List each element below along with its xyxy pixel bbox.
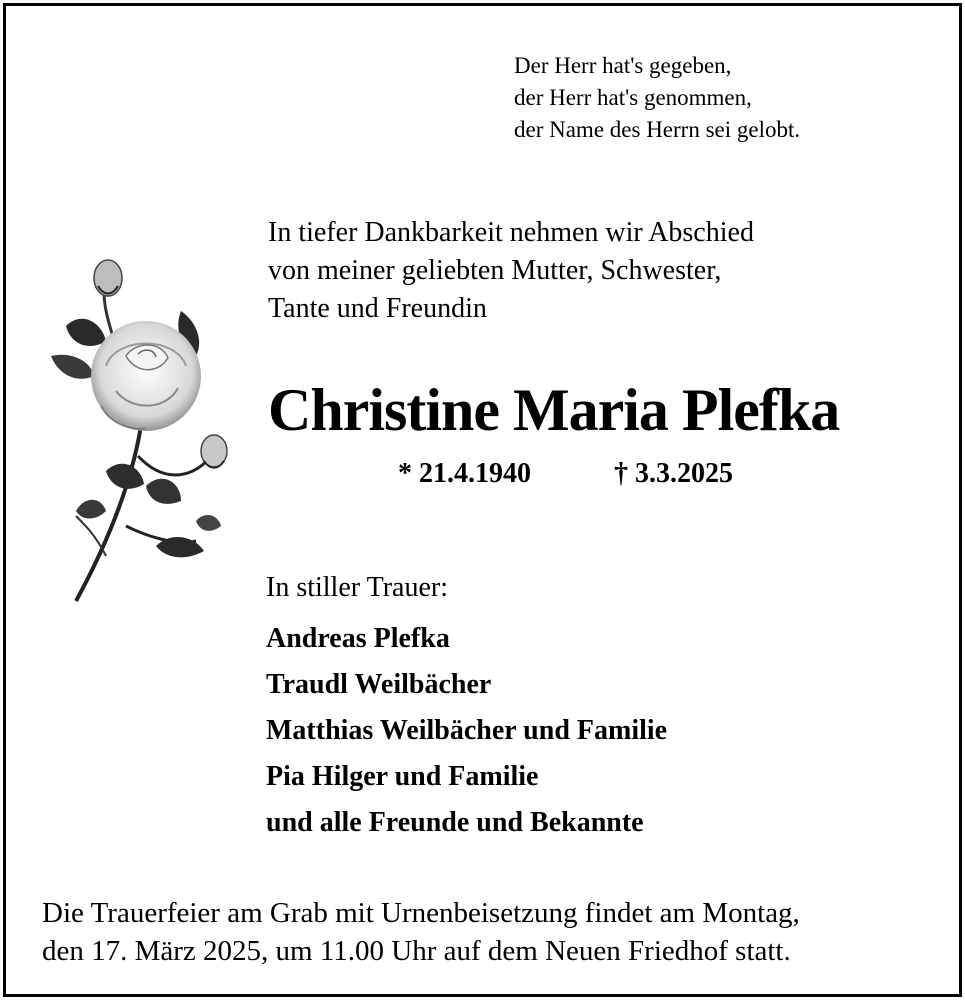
notice-line: Die Trauerfeier am Grab mit Urnenbeisetzung findet am Montag, bbox=[42, 897, 800, 929]
deceased-name: Christine Maria Plefka bbox=[268, 377, 840, 443]
rose-icon bbox=[46, 256, 246, 616]
funeral-notice bbox=[42, 894, 800, 970]
verse-line: der Herr hat's genommen, bbox=[514, 85, 752, 110]
bible-verse bbox=[514, 50, 800, 146]
intro-line: von meiner geliebten Mutter, Schwester, bbox=[268, 255, 722, 286]
mourners-list bbox=[266, 616, 667, 846]
intro-line: Tante und Freundin bbox=[268, 293, 487, 324]
verse-line: der Name des Herrn sei gelobt. bbox=[514, 117, 801, 142]
verse-line: Der Herr hat's gegeben, bbox=[514, 53, 732, 78]
death-date: † 3.3.2025 bbox=[614, 458, 733, 489]
mourner-name: Matthias Weilbächer und Familie bbox=[266, 715, 668, 746]
notice-line: den 17. März 2025, um 11.00 Uhr auf dem Neuen Friedhof statt. bbox=[42, 935, 791, 967]
mourner-name: und alle Freunde und Bekannte bbox=[266, 807, 644, 838]
farewell-intro bbox=[268, 214, 754, 328]
mourner-name: Traudl Weilbächer bbox=[266, 669, 492, 700]
mourner-name: Andreas Plefka bbox=[266, 623, 450, 654]
birth-date: * 21.4.1940 bbox=[398, 458, 531, 489]
obituary-frame bbox=[3, 3, 962, 997]
mourners-heading: In stiller Trauer: bbox=[266, 572, 448, 603]
intro-line: In tiefer Dankbarkeit nehmen wir Abschied bbox=[268, 217, 754, 248]
mourner-name: Pia Hilger und Familie bbox=[266, 761, 539, 792]
